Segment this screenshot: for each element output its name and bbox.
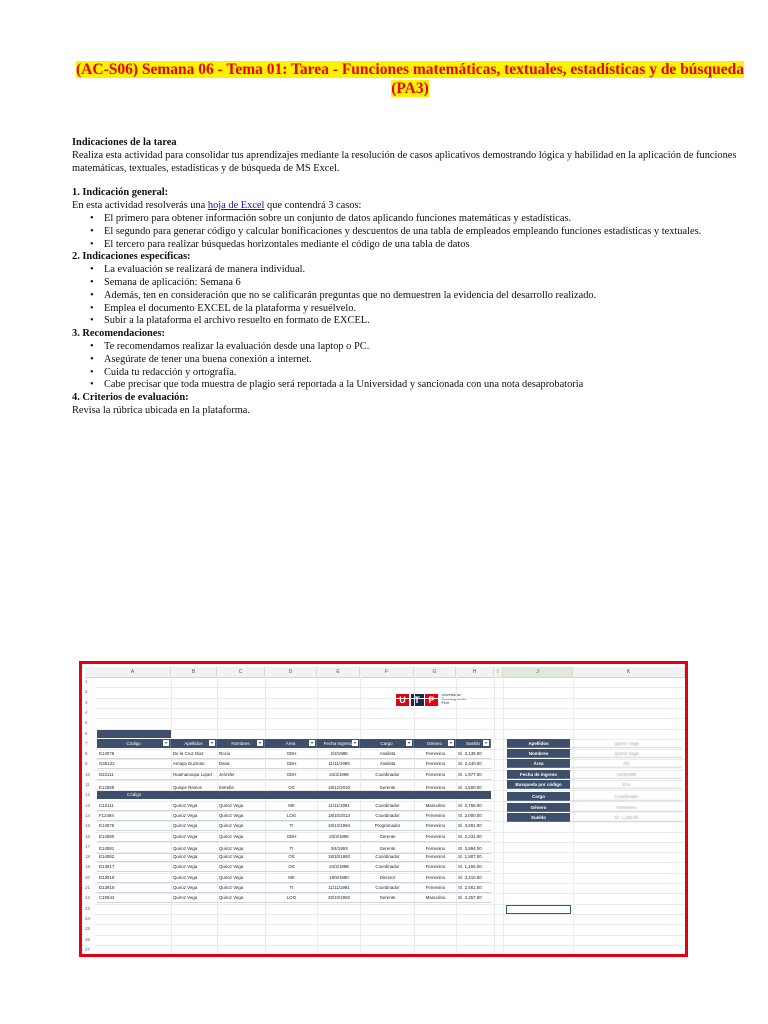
table-cell[interactable]: S/. 3,691.00 <box>458 823 482 829</box>
row-number[interactable]: 11 <box>85 782 90 787</box>
row-number[interactable]: 14 <box>85 812 91 818</box>
table-cell[interactable]: Coordinador <box>375 885 400 890</box>
logo-caption: Universidad Tecnológica del Perú <box>441 693 467 705</box>
table-cell[interactable]: GDH <box>286 833 297 839</box>
row-number[interactable]: 1 <box>85 679 88 684</box>
table-cell[interactable]: Quiroz Vega <box>173 812 198 818</box>
row-number[interactable]: 12 <box>85 792 91 798</box>
list-item: • Asegúrate de tener una buena conexión a internet. <box>88 354 748 367</box>
table-cell[interactable]: Femenino <box>425 845 446 851</box>
column-header-d[interactable]: D <box>265 667 317 677</box>
section1-lead-before: En esta actividad resolverás una <box>72 200 208 212</box>
table-cell[interactable]: E14080 <box>99 833 115 839</box>
row-number[interactable]: 3 <box>85 699 88 705</box>
list-item: • Te recomendamos realizar la evaluación desde una laptop o PC. <box>88 341 748 354</box>
section1-lead <box>72 200 748 213</box>
table-cell[interactable]: Femenino <box>425 761 446 767</box>
table-cell[interactable]: Quiroz Vega <box>173 845 198 851</box>
column-header-j[interactable]: J <box>503 667 573 677</box>
column-header-e[interactable]: E <box>317 667 360 677</box>
logo-letter: P <box>425 694 438 706</box>
table-cell[interactable]: D22111 <box>99 771 114 777</box>
table-cell[interactable]: Quiroz Vega <box>173 833 198 839</box>
table-cell[interactable]: Rocio <box>219 751 231 757</box>
table-cell[interactable]: S/. 3,410.00 <box>458 874 482 880</box>
table-cell[interactable]: Quispe Ramos <box>173 785 203 790</box>
table-cell[interactable]: S/. 1,155.00 <box>458 864 482 870</box>
lookup-value[interactable]: 24/3/1998 <box>571 770 682 779</box>
table-cell[interactable]: Femenino <box>425 771 446 777</box>
lookup-label: Cargo <box>507 792 570 801</box>
table-header-cell[interactable]: Sueldo ▾ <box>456 739 491 748</box>
table-cell[interactable]: 18/12/2010 <box>328 785 350 790</box>
table-cell[interactable]: E12569 <box>99 785 115 790</box>
table-cell[interactable]: S/. 2,000.00 <box>458 812 482 818</box>
table-cell[interactable]: Programador <box>374 823 401 829</box>
list-item: • Cuida tu redacción y ortografía. <box>88 367 748 380</box>
lookup-label: Fecha de ingreso <box>507 770 570 779</box>
table-cell[interactable]: Femenino <box>425 864 446 870</box>
page-title <box>72 60 748 98</box>
table-row-line <box>97 841 491 842</box>
table-cell[interactable]: OS <box>288 854 295 860</box>
row-number[interactable]: 23 <box>85 905 91 911</box>
section4-heading: 4. Criterios de evaluación: <box>72 392 189 404</box>
table-cell[interactable]: Quiroz Vega <box>219 864 244 870</box>
row-number[interactable]: 16 <box>85 833 91 839</box>
spreadsheet <box>85 667 685 955</box>
table-cell[interactable]: Masculino <box>425 802 446 808</box>
table-cell[interactable]: MK <box>288 874 295 880</box>
section2-list <box>72 264 748 328</box>
table-cell[interactable]: Gerente <box>379 833 396 839</box>
section2-heading: 2. Indicaciones específicas: <box>72 251 191 263</box>
table-cell[interactable]: 18/10/2013 <box>328 812 350 818</box>
table-cell[interactable]: Quiroz Vega <box>219 845 244 851</box>
table-cell[interactable]: Quiroz Vega <box>219 823 244 829</box>
lookup-label: Sueldo <box>507 813 570 822</box>
table-cell[interactable]: S/. 1,877.00 <box>458 771 482 777</box>
intro-text: Realiza esta actividad para consolidar tus aprendizajes mediante la resolución de casos aplicativos demostrando lógica y habilidad en la aplicación de funciones matemáticas, textuales, estadísticas y de búsqueda de MS Excel. <box>72 149 737 174</box>
list-item: • El primero para obtener información sobre un conjunto de datos aplicando funciones matemáticas y estadísticas. <box>88 213 748 226</box>
table-cell[interactable]: Quiroz Vega <box>173 885 198 890</box>
row-number[interactable]: 25 <box>85 926 91 932</box>
table-cell[interactable]: E14078 <box>99 751 115 757</box>
table-header-cell[interactable]: Código ▾ <box>97 739 171 748</box>
table-cell[interactable]: Amaya Guzman <box>173 761 205 767</box>
table-cell[interactable]: Director <box>379 874 396 880</box>
list-item: • La evaluación se realizará de manera individual. <box>88 264 748 277</box>
table-cell[interactable]: Quiroz Vega <box>219 833 244 839</box>
table-cell[interactable]: 24/3/1998 <box>329 864 349 870</box>
table-cell[interactable]: 18/12/1994 <box>328 823 350 829</box>
row-number[interactable]: 18 <box>85 854 91 860</box>
table-cell[interactable]: Femenino <box>425 885 446 890</box>
grid-row-line <box>95 687 685 688</box>
grid-row-line <box>95 718 685 719</box>
title-text: (AC-S06) Semana 06 - Tema 01: Tarea - Funciones matemáticas, textuales, estadísticas y de búsqueda (PA3) <box>76 61 744 97</box>
table-cell[interactable]: Coordinador <box>375 864 400 870</box>
table-cell[interactable]: S/. 2,231.00 <box>458 833 482 839</box>
list-item: • El segundo para generar código y calcular bonificaciones y descuentos de una tabla de empleados empleando funciones estadísticas y textuales. <box>88 226 748 239</box>
header-band <box>97 730 171 738</box>
list-item: • Emplea el documento EXCEL de la plataforma y resuélvelo. <box>88 303 748 316</box>
row-number[interactable]: 19 <box>85 864 91 870</box>
table-header-cell[interactable]: Fecha Ingreso ▾ <box>317 739 360 748</box>
table-cell[interactable]: 3/4/1993 <box>330 845 348 851</box>
list-item: • Semana de aplicación: Semana 6 <box>88 277 748 290</box>
band-label: Código <box>127 792 142 798</box>
list-item: • Además, ten en consideración que no se calificarán preguntas que no demuestren la evidencia del desarrollo realizado. <box>88 290 748 303</box>
table-cell[interactable]: 11/11/1991 <box>328 802 350 808</box>
row-number[interactable]: 17 <box>85 843 91 849</box>
table-cell[interactable]: Gerente <box>379 895 396 901</box>
table-cell[interactable]: Femenino <box>425 785 446 790</box>
grid-row-line <box>95 955 685 956</box>
lookup-value[interactable]: Coordinador <box>571 792 682 801</box>
column-headers <box>85 667 685 678</box>
table-cell[interactable]: Femenino <box>425 751 446 757</box>
table-cell[interactable]: Quiroz Vega <box>173 874 198 880</box>
grid-row-line <box>95 842 685 843</box>
lookup-value[interactable]: S/. 1,155.00 <box>571 813 682 822</box>
table-cell[interactable]: Dana <box>219 761 230 767</box>
section1-heading: 1. Indicación general: <box>72 187 169 199</box>
table-cell[interactable]: OS <box>288 864 295 870</box>
table-cell[interactable]: Quiroz Vega <box>219 854 244 860</box>
table-cell[interactable]: 19/9/1990 <box>329 874 349 880</box>
table-cell[interactable]: Femenino <box>425 874 446 880</box>
table-cell[interactable]: F12494 <box>99 812 114 818</box>
table-cell[interactable]: TI <box>289 845 294 851</box>
table-cell[interactable]: 24/3/1998 <box>329 771 349 777</box>
column-header-h[interactable]: H <box>456 667 494 677</box>
column-header-i[interactable]: I <box>494 667 503 677</box>
table-cell[interactable]: E14081 <box>99 845 115 851</box>
section3-list <box>72 341 748 392</box>
table-cell[interactable]: Quiroz Vega <box>219 802 244 808</box>
lookup-value[interactable]: Quiroz Vega <box>571 749 682 758</box>
table-row-line <box>97 779 491 780</box>
table-cell[interactable]: Quiroz Vega <box>219 874 244 880</box>
row-number[interactable]: 5 <box>85 720 88 726</box>
section1-list <box>72 213 748 251</box>
table-cell[interactable]: Femenino <box>425 812 446 818</box>
lookup-value[interactable]: OS <box>571 759 682 768</box>
table-cell[interactable]: Quiroz Vega <box>219 812 244 818</box>
table-header-cell[interactable]: Área ▾ <box>265 739 317 748</box>
section3-heading: 3. Recomendaciones: <box>72 328 165 340</box>
lookup-value[interactable]: E14 <box>571 780 682 789</box>
lookup-label: Apellidos <box>507 739 570 748</box>
lookup-label: Área <box>507 759 570 768</box>
table-cell[interactable]: Coordinador <box>375 802 400 808</box>
table-cell[interactable]: Quiroz Vega <box>173 823 198 829</box>
row-number[interactable]: 24 <box>85 915 91 921</box>
table-cell[interactable]: Analista <box>379 761 396 767</box>
table-cell[interactable]: Quiroz Vega <box>173 802 198 808</box>
table-cell[interactable]: Coordinador <box>375 771 400 777</box>
column-header-f[interactable]: F <box>360 667 414 677</box>
table-cell[interactable]: LOG <box>286 895 297 901</box>
table-cell[interactable]: Huamanoupa Lopez <box>173 771 213 777</box>
intro-heading: Indicaciones de la tarea <box>72 137 177 148</box>
table-cell[interactable]: TI <box>289 823 294 829</box>
table-cell[interactable]: S/. 3,135.00 <box>458 751 482 757</box>
table-cell[interactable]: 11/11/1991 <box>328 885 350 890</box>
table-cell[interactable]: LOG <box>286 812 297 818</box>
column-header-k[interactable]: K <box>573 667 685 677</box>
lookup-label: Busqueda por código <box>507 780 570 789</box>
table-cell[interactable]: 2/2/1988 <box>330 751 348 757</box>
row-number[interactable]: 4 <box>85 709 88 715</box>
table-cell[interactable]: S/. 2,440.00 <box>458 761 482 767</box>
table-cell[interactable]: Quiroz Vega <box>173 895 198 901</box>
table-cell[interactable]: Femenino <box>425 833 446 839</box>
row-number[interactable]: 27 <box>85 946 91 952</box>
grid-row-line <box>95 935 685 936</box>
table-cell[interactable]: De la Cruz Diaz <box>173 751 204 757</box>
table-cell[interactable]: OS <box>288 785 295 790</box>
table-cell[interactable]: Estrella <box>219 785 234 790</box>
table-cell[interactable]: E14082 <box>99 854 115 860</box>
table-cell[interactable]: G45122 <box>99 761 115 767</box>
column-header-c[interactable]: C <box>217 667 265 677</box>
table-cell[interactable]: S/. 1,907.00 <box>458 854 482 860</box>
grid-row-line <box>95 698 685 699</box>
table-cell[interactable]: Quiroz Vega <box>173 854 198 860</box>
grid-row-line <box>95 729 685 730</box>
excel-sheet-link[interactable]: hoja de Excel <box>207 200 265 212</box>
table-cell[interactable]: GDH <box>286 761 297 767</box>
table-cell[interactable]: D13919 <box>99 885 115 890</box>
column-header-a[interactable]: A <box>95 667 171 677</box>
table-cell[interactable]: D13917 <box>99 864 115 870</box>
table-cell[interactable]: Masculino <box>425 895 446 901</box>
section1-lead-after: que contendrá 3 casos: <box>264 200 362 212</box>
table-cell[interactable]: S/. 2,755.00 <box>458 802 482 808</box>
table-cell[interactable]: 11/11/1999 <box>328 761 350 767</box>
table-cell[interactable]: Quiroz Vega <box>219 885 244 890</box>
table-cell[interactable]: MK <box>288 802 295 808</box>
table-cell[interactable]: Analista <box>379 751 396 757</box>
utp-logo <box>396 694 470 706</box>
table-cell[interactable]: 18/10/1993 <box>328 854 350 860</box>
row-number[interactable]: 7 <box>85 740 88 746</box>
lookup-value[interactable]: Quiroz Vega <box>571 739 682 748</box>
table-cell[interactable]: C12111 <box>99 802 114 808</box>
table-cell[interactable]: S/. 2,257.00 <box>458 895 482 901</box>
table-cell[interactable]: Quiroz Vega <box>219 895 244 901</box>
table-cell[interactable]: TI <box>289 885 294 890</box>
row-number[interactable]: 2 <box>85 689 88 695</box>
table-cell[interactable]: S/. 2,561.00 <box>458 885 482 890</box>
lookup-value[interactable]: Femenino <box>571 803 682 812</box>
lookup-label: Nombres <box>507 749 570 758</box>
grid-row-line <box>95 945 685 946</box>
table-cell[interactable]: E14075 <box>99 823 115 829</box>
row-number[interactable]: 8 <box>85 751 88 757</box>
excel-screenshot-frame <box>79 661 688 957</box>
table-subheader-band <box>97 791 491 799</box>
row-number[interactable]: 13 <box>85 802 91 808</box>
row-number[interactable]: 9 <box>85 761 88 767</box>
table-cell[interactable]: Quiroz Vega <box>173 864 198 870</box>
row-number[interactable]: 26 <box>85 936 91 942</box>
table-cell[interactable]: D13918 <box>99 874 115 880</box>
table-cell[interactable]: Coordinador <box>375 812 400 818</box>
table-header-cell[interactable]: Apellidos ▾ <box>171 739 217 748</box>
grid-row-line <box>95 708 685 709</box>
row-number[interactable]: 20 <box>85 874 91 880</box>
grid-row-line <box>95 914 685 915</box>
grid-row-line <box>95 904 685 905</box>
column-header-g[interactable]: G <box>414 667 456 677</box>
table-cell[interactable]: 30/10/1992 <box>328 895 350 901</box>
table-header-cell[interactable]: Cargo ▾ <box>360 739 414 748</box>
table-cell[interactable]: Gerente <box>379 785 396 790</box>
table-cell[interactable]: GDH <box>286 751 297 757</box>
list-item: • Cabe precisar que toda muestra de plagio será reportada a la Universidad y sancionada con una nota desaprobatoria <box>88 379 748 392</box>
table-cell[interactable]: Gerente <box>379 845 396 851</box>
grid-row-line <box>95 924 685 925</box>
row-number[interactable]: 21 <box>85 885 91 890</box>
section4-text: Revisa la rúbrica ubicada en la plataforma. <box>72 404 251 416</box>
row-number[interactable]: 22 <box>85 895 91 901</box>
row-number[interactable]: 6 <box>85 730 88 736</box>
table-header-cell[interactable]: Género ▾ <box>414 739 456 748</box>
table-cell[interactable]: 23/3/1996 <box>329 833 349 839</box>
logo-letter: T <box>411 694 424 706</box>
table-cell[interactable]: Jennifer <box>219 771 235 777</box>
table-cell[interactable]: C10542 <box>99 895 115 901</box>
table-cell[interactable]: Femenino <box>425 854 446 860</box>
lookup-label: Género <box>507 803 570 812</box>
table-cell[interactable]: S/. 3,894.00 <box>458 845 482 851</box>
column-header-b[interactable]: B <box>171 667 217 677</box>
table-cell[interactable]: S/. 4,500.00 <box>458 785 482 790</box>
instructions <box>72 137 748 418</box>
list-item: • Subir a la plataforma el archivo resuelto en formato de EXCEL. <box>88 315 748 328</box>
list-item: • El tercero para realizar búsquedas horizontales mediante el código de una tabla de datos <box>88 239 748 252</box>
logo-letter: U <box>396 694 409 706</box>
table-cell[interactable]: Femenino <box>425 823 446 829</box>
table-row-line <box>97 902 491 903</box>
table-cell[interactable]: GDH <box>286 771 297 777</box>
selected-cell[interactable] <box>506 905 571 914</box>
row-number[interactable]: 10 <box>85 771 91 777</box>
table-header-cell[interactable]: Nombres ▾ <box>217 739 265 748</box>
table-cell[interactable]: Coordinador <box>375 854 400 860</box>
row-number[interactable]: 15 <box>85 823 91 829</box>
